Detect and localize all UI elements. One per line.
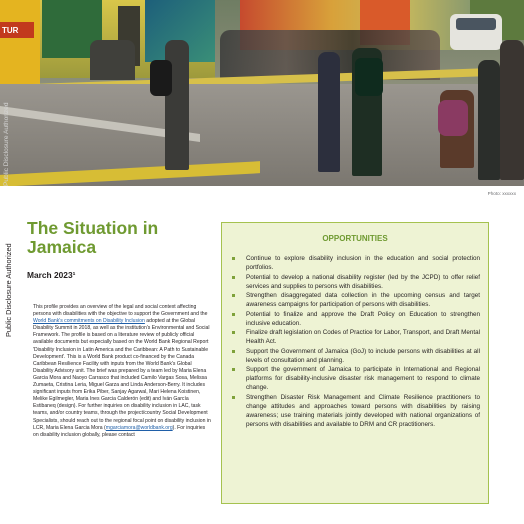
photo-person <box>165 40 189 170</box>
photo-person <box>500 40 524 180</box>
photo-person <box>318 52 340 172</box>
square-bullet-icon <box>232 368 235 371</box>
opportunities-box <box>221 222 489 504</box>
email-link[interactable]: mgarciamora@worldbank.org <box>105 424 173 431</box>
square-bullet-icon <box>232 294 235 297</box>
intro-text-end: ). For inquiries on disability inclusion globally, please contact <box>33 424 206 438</box>
public-disclosure-label: Public Disclosure Authorized <box>4 243 13 337</box>
list-item-text: Finalize draft legislation on Codes of Practice for Labor, Transport, and Draft Mental Health Act. <box>246 329 480 345</box>
list-item-text: Strengthen disaggregated data collection in the upcoming census and target awareness campaigns for participation of persons with disabilities. <box>246 292 480 308</box>
list-item <box>232 310 480 328</box>
list-item-text: Strengthen Disaster Risk Management and Climate Resilience practitioners to change attitudes and approaches toward persons with disabilities by raising awareness; use training materials jointly developed with national organizations of persons with disabilities and available to DRM and CR practitioners. <box>246 393 480 428</box>
list-item-text: Potential to finalize and approve the Draft Policy on Education to strengthen inclusive education. <box>246 310 480 327</box>
photo-yellow-corner <box>0 0 40 90</box>
intro-text-cont: adopted at the Global Disability Summit in 2018, as well as the institution's Environmental and Social Framework. The profile is based on a literature review of publicly official available documents but especially based on the World Bank Regional Report 'Disability Inclusion in Latin America and the Caribbean: A Path to Sustainable Development'. This is a World Bank product co-financed by the Canada Caribbean Resilience Facility with inputs from the World Bank's Global Disability Advisory unit. The brief was prepared by a team led by Maria Elena Garcia Mora and Naoyo Carrasco that included Camilo Vargas Sosa, Melissa Zumaeta, Cristina Leria, Miguel Garza and Linda Anderson-Berry. It includes significant inputs from Erika Piber, Sanjay Agarwal, Mari Helena Koistinen, Melike Egilmegler, Maria Ines Garcia Calderón (edit) and Iván García Estibaneq (design). For further inquiries on disability inclusion in LAC, task teams, and/or country teams, through the project/country Social Development Specialists, should reach out to the regional focal point on disability inclusion in LCR, Maria Elena Garcia Mora ( <box>33 318 211 431</box>
opportunities-list <box>232 254 480 429</box>
photo-van-window <box>456 18 496 30</box>
opportunities-heading: OPPORTUNITIES <box>322 234 388 243</box>
list-item-text: Support the government of Jamaica to participate in International and Regional platforms for disability-inclusive disaster risk management to respond to climate change. <box>246 366 480 391</box>
list-item <box>232 273 480 291</box>
photo-backpack <box>355 58 383 96</box>
photo-credit: Photo: xxxxxx <box>487 191 516 196</box>
publication-date: March 2023¹ <box>27 270 76 280</box>
list-item-text: Continue to explore disability inclusion in the education and social protection portfolios. <box>246 255 480 271</box>
page-title: The Situation in Jamaica <box>27 218 159 257</box>
list-item <box>232 291 480 309</box>
intro-paragraph <box>33 304 211 439</box>
intro-text: This profile provides an overview of the legal and social context affecting persons with disabilities with the objective to support the Government and the <box>33 304 208 318</box>
hero-photo <box>0 0 524 186</box>
list-item-text: Support the Government of Jamaica (GoJ) to include persons with disabilities at all levels of consultation and planning. <box>246 347 480 364</box>
photo-backpack <box>438 100 468 136</box>
list-item <box>232 254 480 272</box>
list-item <box>232 393 480 429</box>
square-bullet-icon <box>232 257 235 260</box>
square-bullet-icon <box>232 331 235 334</box>
photo-side-watermark: Public Disclosure Authorized <box>3 102 10 186</box>
list-item <box>232 365 480 392</box>
list-item <box>232 347 480 365</box>
photo-backpack <box>150 60 172 96</box>
square-bullet-icon <box>232 313 235 316</box>
commitments-link[interactable]: World Bank's commitments on Disability Inclusion <box>33 318 145 325</box>
photo-person <box>478 60 500 180</box>
square-bullet-icon <box>232 396 235 399</box>
list-item-text: Potential to develop a national disability register (led by the JCPD) to offer relief services and supplies to persons with disabilities. <box>246 273 480 290</box>
square-bullet-icon <box>232 276 235 279</box>
square-bullet-icon <box>232 350 235 353</box>
list-item <box>232 328 480 346</box>
photo-crowd-left <box>90 40 135 80</box>
photo-sign-text: TUR <box>2 26 19 35</box>
